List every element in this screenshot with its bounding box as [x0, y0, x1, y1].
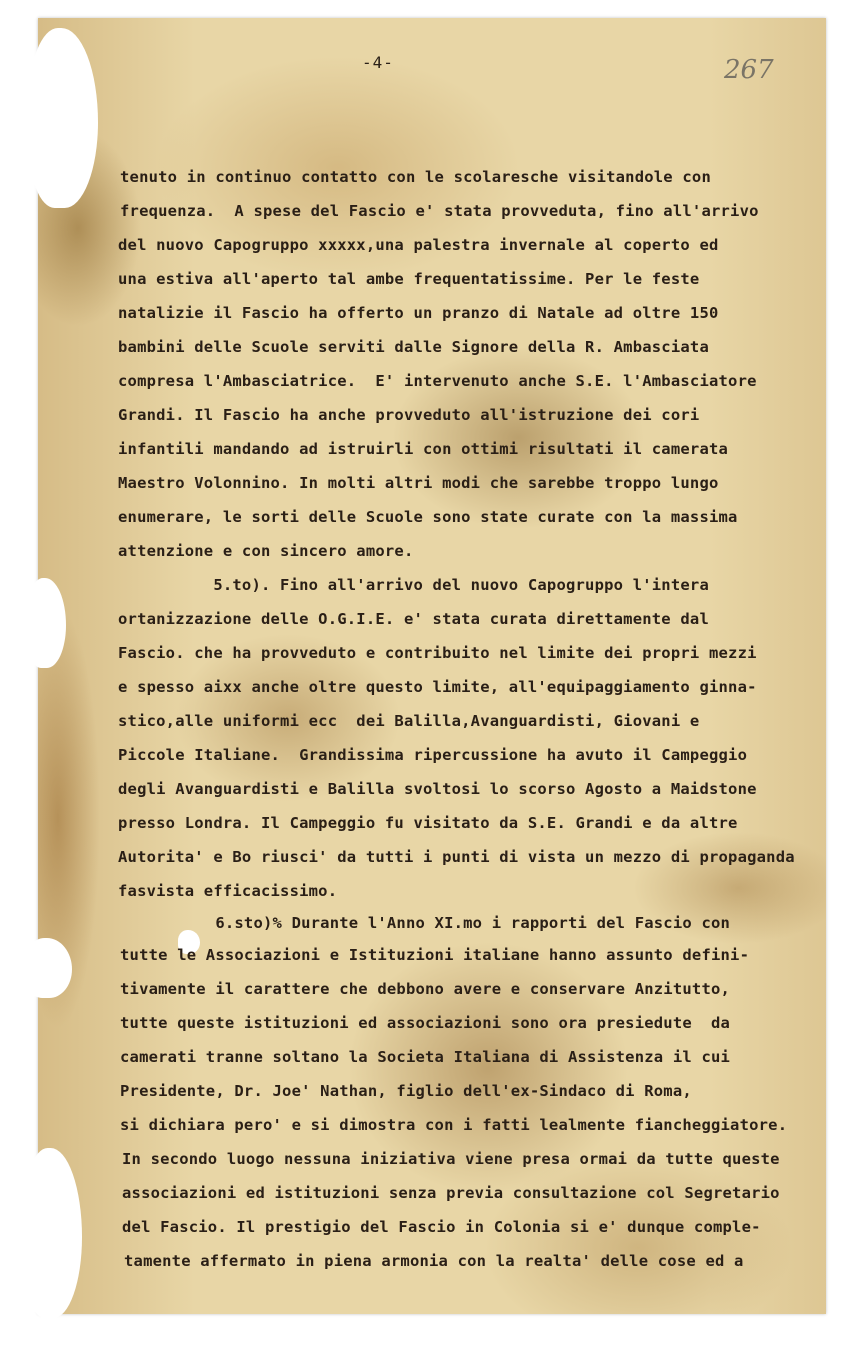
- text-line: fasvista efficacissimo.: [118, 882, 338, 900]
- text-line: ortanizzazione delle O.G.I.E. e' stata curata direttamente dal: [118, 610, 709, 628]
- text-line: Grandi. Il Fascio ha anche provveduto all'istruzione dei cori: [118, 406, 700, 424]
- text-line: Maestro Volonnino. In molti altri modi che sarebbe troppo lungo: [118, 474, 719, 492]
- text-line: 6.sto)% Durante l'Anno XI.mo i rapporti del Fascio con: [120, 914, 731, 932]
- text-line: Autorita' e Bo riusci' da tutti i punti di vista un mezzo di propaganda: [118, 848, 795, 866]
- text-line: del Fascio. Il prestigio del Fascio in Colonia si e' dunque comple-: [122, 1218, 761, 1236]
- text-line: In secondo luogo nessuna iniziativa viene presa ormai da tutte queste: [122, 1150, 780, 1168]
- text-line: bambini delle Scuole serviti dalle Signore della R. Ambasciata: [118, 338, 709, 356]
- text-line: tutte queste istituzioni ed associazioni sono ora presiedute da: [120, 1014, 731, 1032]
- text-line: frequenza. A spese del Fascio e' stata provveduta, fino all'arrivo: [120, 202, 759, 220]
- text-line: 5.to). Fino all'arrivo del nuovo Capogruppo l'intera: [118, 576, 709, 594]
- archive-number: 267: [724, 55, 774, 85]
- torn-edge: [24, 938, 72, 998]
- text-line: e spesso aixx anche oltre questo limite, all'equipaggiamento ginna-: [118, 678, 757, 696]
- text-line: Piccole Italiane. Grandissima ripercussione ha avuto il Campeggio: [118, 746, 748, 764]
- text-line: tutte le Associazioni e Istituzioni italiane hanno assunto defini-: [120, 946, 750, 964]
- text-line: camerati tranne soltano la Societa Italiana di Assistenza il cui: [120, 1048, 731, 1066]
- text-line: Presidente, Dr. Joe' Nathan, figlio dell'ex-Sindaco di Roma,: [120, 1082, 692, 1100]
- text-line: stico,alle uniformi ecc dei Balilla,Avanguardisti, Giovani e: [118, 712, 700, 730]
- text-line: presso Londra. Il Campeggio fu visitato da S.E. Grandi e da altre: [118, 814, 738, 832]
- text-line: Fascio. che ha provveduto e contribuito nel limite dei propri mezzi: [118, 644, 757, 662]
- text-line: tenuto in continuo contatto con le scolaresche visitandole con: [120, 168, 711, 186]
- page-number: -4-: [362, 53, 394, 72]
- torn-edge: [28, 28, 98, 208]
- text-line: si dichiara pero' e si dimostra con i fatti lealmente fiancheggiatore.: [120, 1116, 788, 1134]
- text-line: enumerare, le sorti delle Scuole sono state curate con la massima: [118, 508, 738, 526]
- text-line: compresa l'Ambasciatrice. E' intervenuto anche S.E. l'Ambasciatore: [118, 372, 757, 390]
- text-line: del nuovo Capogruppo xxxxx,una palestra invernale al coperto ed: [118, 236, 719, 254]
- text-line: attenzione e con sincero amore.: [118, 542, 414, 560]
- text-line: natalizie il Fascio ha offerto un pranzo di Natale ad oltre 150: [118, 304, 719, 322]
- text-line: tamente affermato in piena armonia con la realta' delle cose ed a: [124, 1252, 744, 1270]
- torn-edge: [26, 578, 66, 668]
- text-line: infantili mandando ad istruirli con ottimi risultati il camerata: [118, 440, 729, 458]
- torn-edge: [22, 1148, 82, 1318]
- text-line: una estiva all'aperto tal ambe frequentatissime. Per le feste: [118, 270, 700, 288]
- text-line: degli Avanguardisti e Balilla svoltosi lo scorso Agosto a Maidstone: [118, 780, 757, 798]
- text-line: tivamente il carattere che debbono avere e conservare Anzitutto,: [120, 980, 731, 998]
- text-line: associazioni ed istituzioni senza previa consultazione col Segretario: [122, 1184, 780, 1202]
